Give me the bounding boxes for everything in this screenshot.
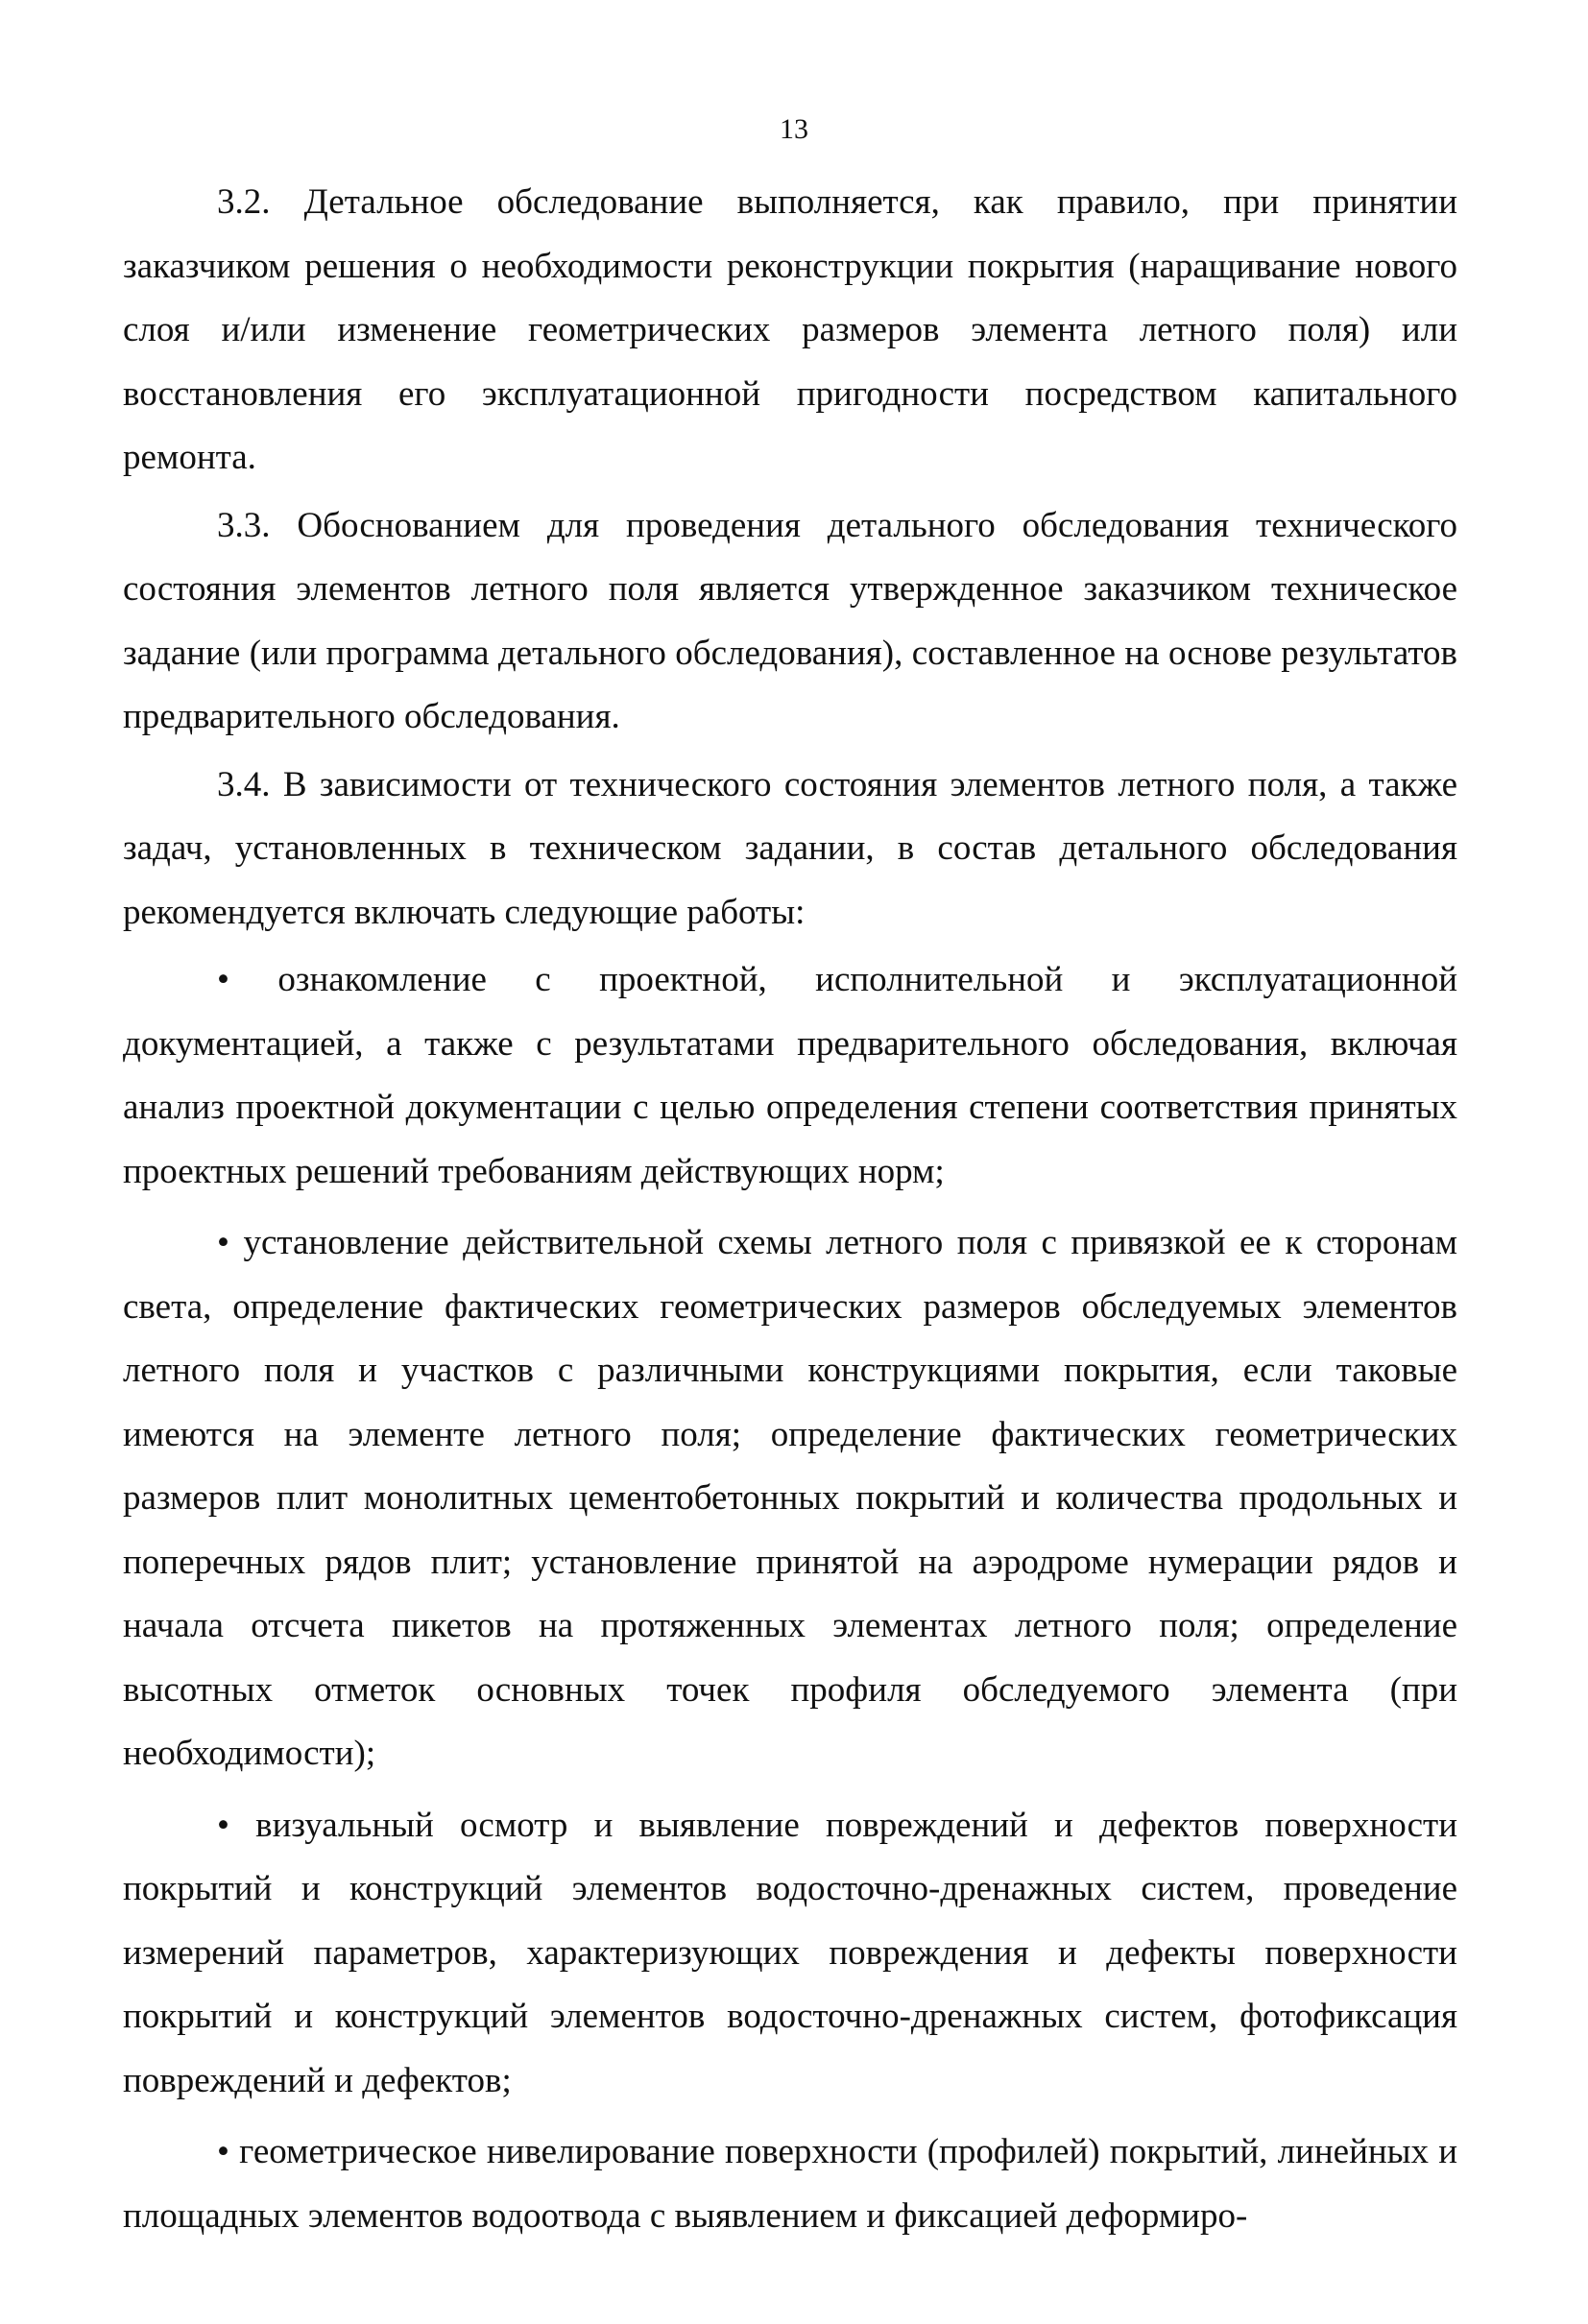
list-item-text: установление действительной схемы летного поля с привязкой ее к сторонам света, определение фактических геометрических размеров обследуемых элементов летного поля и участков с различными конструкциями покрытия, если таковые имеются на элементе летного поля; определение фактических геометрических размеров плит монолитных цементобетонных покрытий и количества продольных и поперечных рядов плит; установление принятой на аэродроме нумерации рядов и начала отсчета пикетов на протяженных элементах летного поля; определение высотных отметок основных точек профиля обследуемого элемента (при необходимости);: [123, 1223, 1458, 1773]
list-item-text: визуальный осмотр и выявление повреждений и дефектов поверхности покрытий и конструкций элементов водосточно-дренажных систем, проведение измерений параметров, характеризующих повреждения и дефекты поверхности покрытий и конструкций элементов водосточно-дренажных систем, фотофиксация повреждений и дефектов;: [123, 1805, 1458, 2100]
list-item: [123, 948, 1457, 1204]
list-item: [123, 1794, 1457, 2114]
body-text: [123, 171, 1457, 2256]
paragraph-3-4: 3.4. В зависимости от технического состояния элементов летного поля, а также задач, установленных в техническом задании, в состав детального обследования рекомендуется включать следующие работы:: [123, 764, 1457, 932]
bullet-icon: •: [217, 1805, 229, 1845]
list-item-text: геометрическое нивелирование поверхности (профилей) покрытий, линейных и площадных элементов водоотвода с выявлением и фиксацией деформиро-: [123, 2132, 1458, 2236]
paragraph-3-2: 3.2. Детальное обследование выполняется, как правило, при принятии заказчиком решения о необходимости реконструкции покрытия (наращивание нового слоя и/или изменение геометрических размеров элемента летного поля) или восстановления его эксплуатационной пригодности посредством капитального ремонта.: [123, 182, 1457, 477]
page-number: 13: [780, 113, 808, 145]
bullet-icon: •: [217, 960, 229, 999]
list-item-text: ознакомление с проектной, исполнительной и эксплуатационной документацией, а также с результатами предварительного обследования, включая анализ проектной документации с целью определения степени соответствия принятых проектных решений требованиям действующих норм;: [123, 960, 1458, 1191]
paragraph-3-3: 3.3. Обоснованием для проведения детального обследования технического состояния элементов летного поля является утвержденное заказчиком техническое задание (или программа детального обследования), составленное на основе результатов предварительного обследования.: [123, 505, 1457, 736]
list-item: [123, 2120, 1457, 2248]
list-item: [123, 1211, 1457, 1786]
bullet-icon: •: [217, 1223, 229, 1262]
bullet-icon: •: [217, 2132, 229, 2171]
